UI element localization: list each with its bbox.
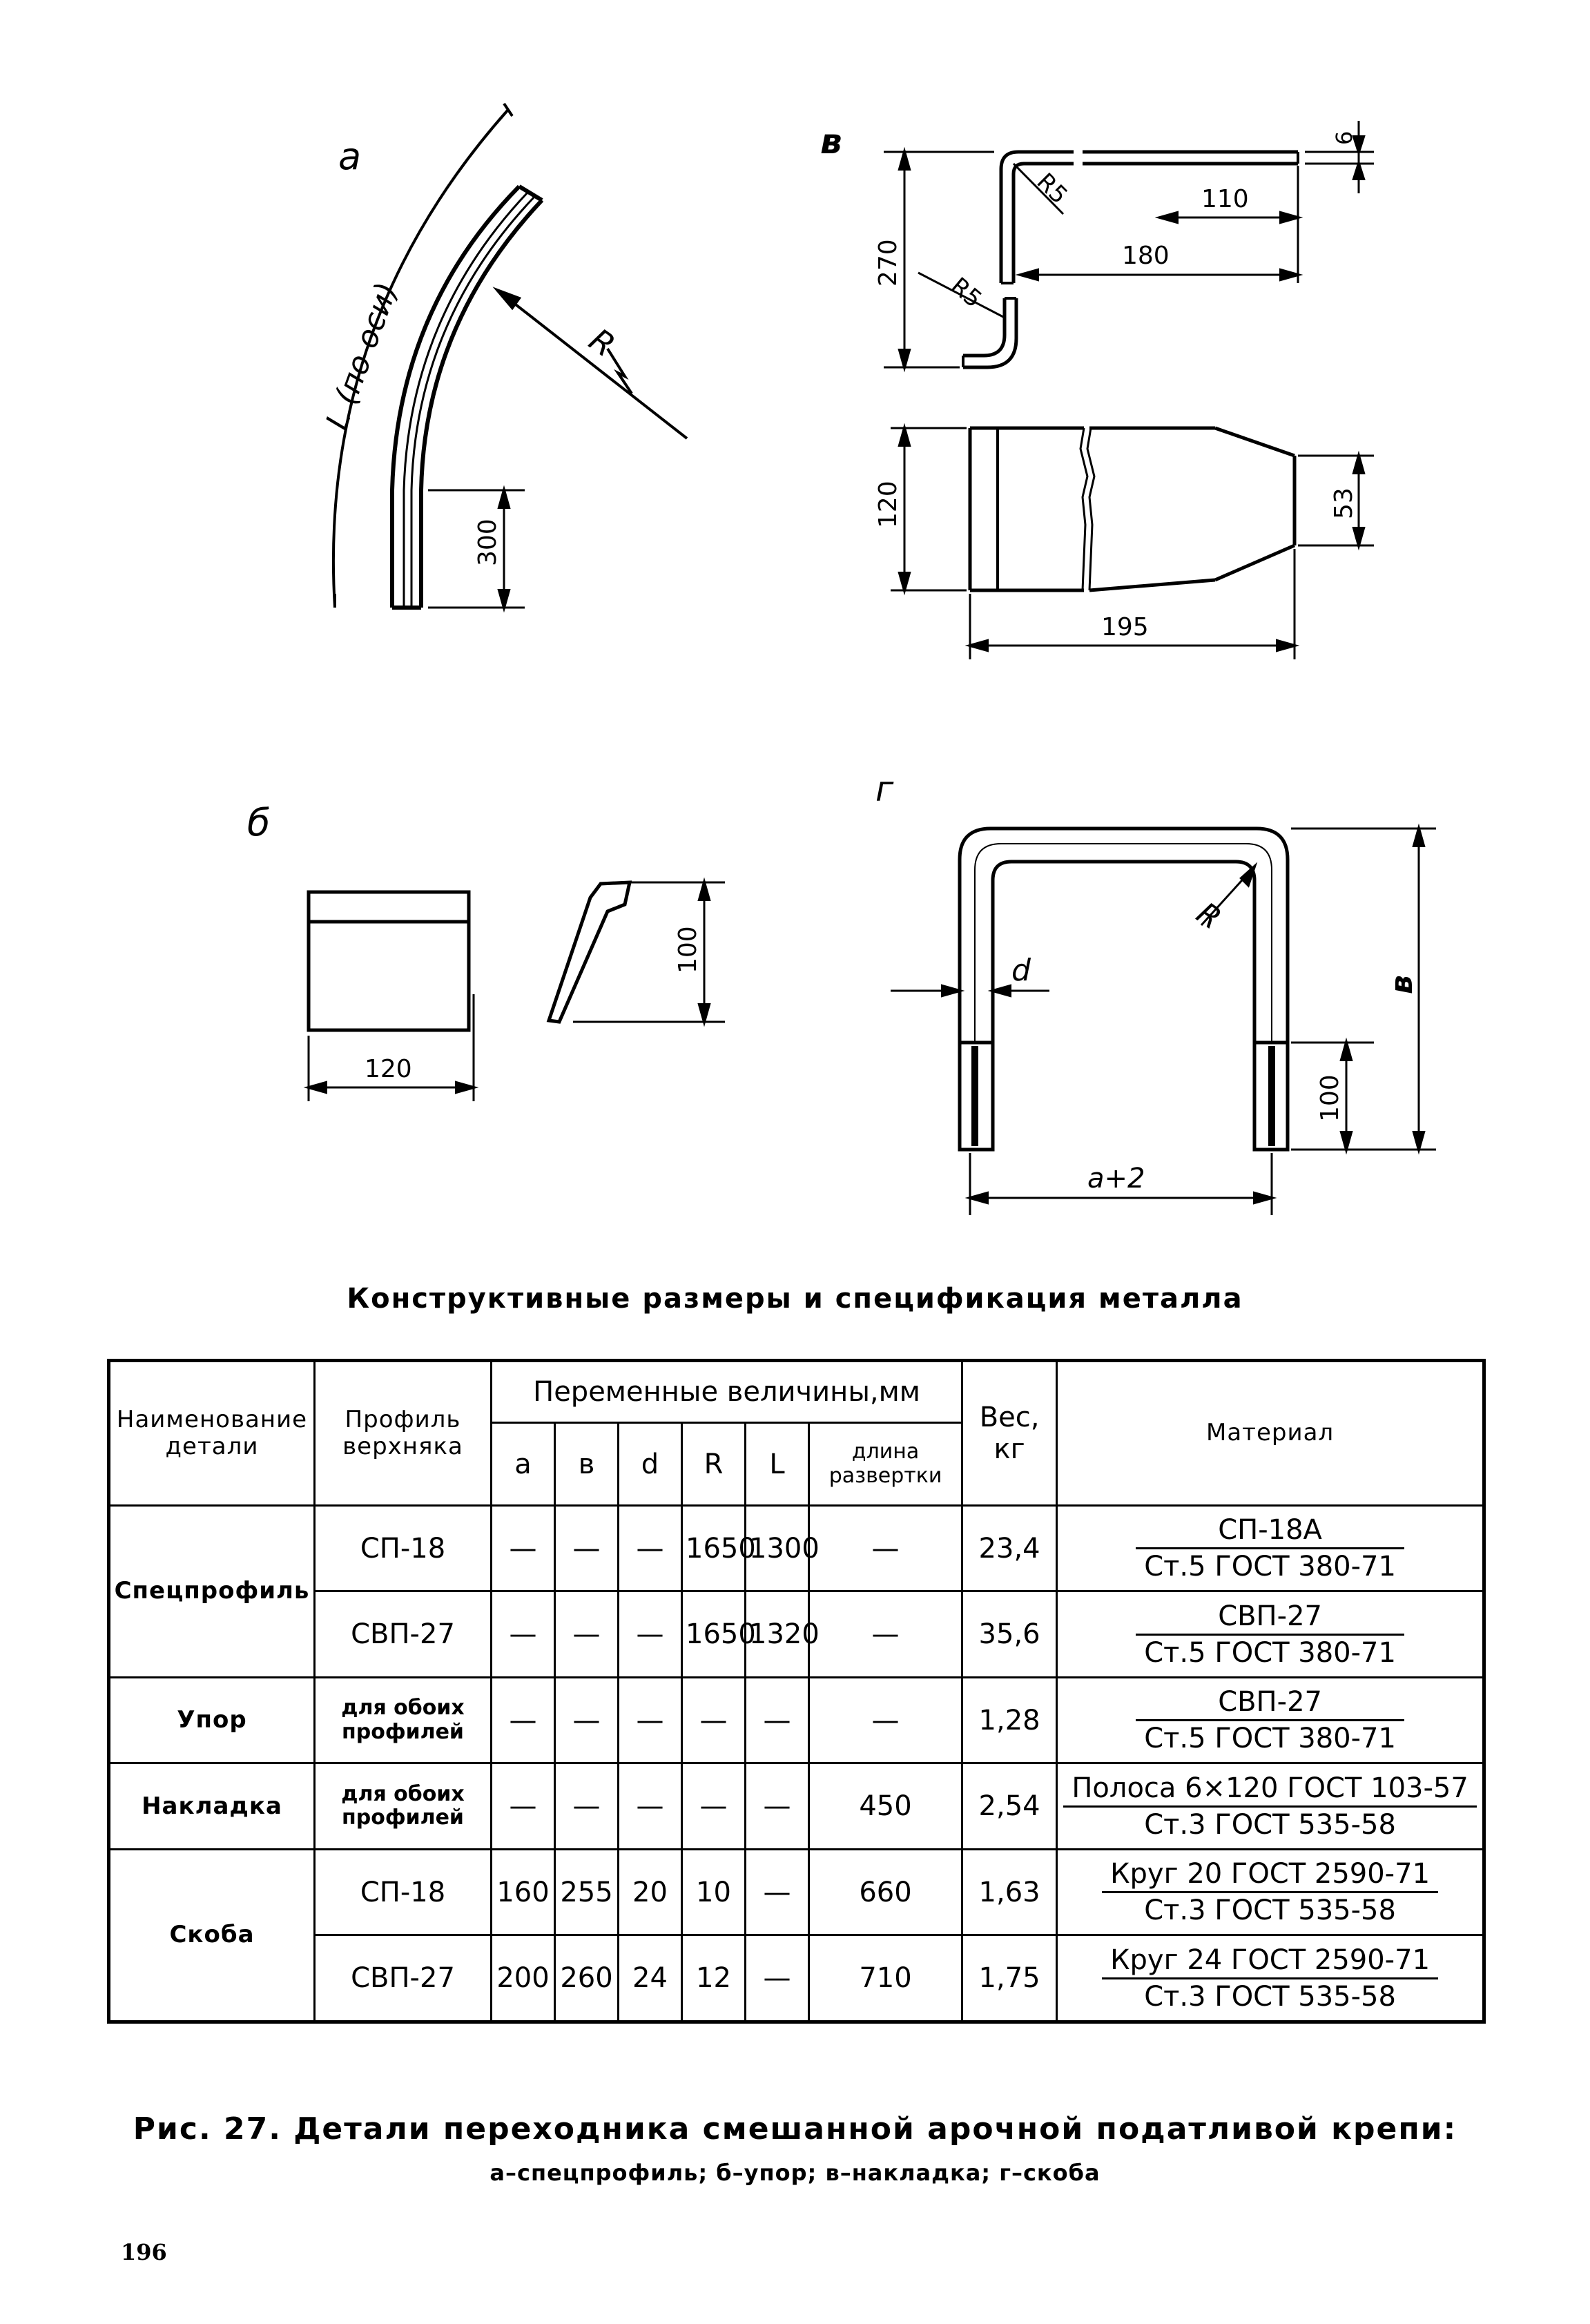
cell-weight: 1,63 xyxy=(962,1849,1057,1935)
label-g: г xyxy=(875,769,894,809)
header-variables: Переменные величины,мм xyxy=(492,1361,962,1423)
part-g-drawing xyxy=(875,769,1436,1215)
header-profile: Профиль верхняка xyxy=(315,1361,492,1506)
cell-b: — xyxy=(555,1763,619,1849)
cell-a: — xyxy=(492,1506,555,1591)
header-d: d xyxy=(619,1423,682,1506)
cell-material xyxy=(1057,1677,1484,1763)
page-number: 196 xyxy=(121,2239,167,2265)
table-row xyxy=(109,1506,1484,1591)
figure-legend: а–спецпрофиль; б–упор; в–накладка; г–скоба xyxy=(489,2160,1101,2186)
cell-development: — xyxy=(809,1506,962,1591)
figure-caption: Рис. 27. Детали переходника смешанной арочной податливой крепи: xyxy=(133,2111,1457,2147)
cell-r: 1650 xyxy=(682,1506,746,1591)
cell-material xyxy=(1057,1506,1484,1591)
cell-d: — xyxy=(619,1591,682,1677)
header-development: длина развертки xyxy=(809,1423,962,1506)
cell-profile: СВП-27 xyxy=(315,1591,492,1677)
part-v-drawing xyxy=(820,121,1374,659)
table-title: Конструктивные размеры и спецификация металла xyxy=(347,1283,1243,1315)
dim-length-axis: L (по оси) xyxy=(319,278,405,434)
cell-development: — xyxy=(809,1677,962,1763)
cell-name: Скоба xyxy=(109,1849,315,2022)
cell-b: 260 xyxy=(555,1935,619,2022)
header-b: в xyxy=(555,1423,619,1506)
cell-a: — xyxy=(492,1677,555,1763)
cell-profile: СП-18 xyxy=(315,1849,492,1935)
material-top: Круг 20 ГОСТ 2590-71 xyxy=(1102,1858,1438,1893)
header-name: Наименование детали xyxy=(109,1361,315,1506)
dim-53: 53 xyxy=(1330,487,1358,519)
dim-d: d xyxy=(1011,953,1031,988)
dim-r5-top: R5 xyxy=(1031,168,1073,210)
dim-span: а+2 xyxy=(1087,1163,1145,1194)
material-bottom: Ст.3 ГОСТ 535-58 xyxy=(1144,1808,1396,1841)
cell-profile: СП-18 xyxy=(315,1506,492,1591)
dim-radius: R xyxy=(582,320,622,365)
cell-l: — xyxy=(746,1677,809,1763)
cell-a: — xyxy=(492,1591,555,1677)
material-bottom: Ст.5 ГОСТ 380-71 xyxy=(1144,1723,1396,1755)
cell-d: — xyxy=(619,1677,682,1763)
cell-weight: 35,6 xyxy=(962,1591,1057,1677)
table-row xyxy=(109,1763,1484,1849)
dim-clamp-100: 100 xyxy=(1316,1074,1344,1122)
cell-r: — xyxy=(682,1677,746,1763)
cell-r: 1650 xyxy=(682,1591,746,1677)
label-b: б xyxy=(247,801,271,844)
cell-material xyxy=(1057,1935,1484,2022)
label-a: а xyxy=(338,135,362,178)
cell-l: — xyxy=(746,1849,809,1935)
table-row xyxy=(109,1591,1484,1677)
material-top: СВП-27 xyxy=(1136,1600,1404,1636)
cell-weight: 1,28 xyxy=(962,1677,1057,1763)
cell-l: 1300 xyxy=(746,1506,809,1591)
material-bottom: Ст.5 ГОСТ 380-71 xyxy=(1144,1636,1396,1669)
cell-development: 710 xyxy=(809,1935,962,2022)
label-v: в xyxy=(820,122,842,162)
cell-b: — xyxy=(555,1591,619,1677)
cell-l: — xyxy=(746,1935,809,2022)
material-top: СП-18А xyxy=(1136,1514,1404,1549)
cell-r: 12 xyxy=(682,1935,746,2022)
header-a: а xyxy=(492,1423,555,1506)
dim-300: 300 xyxy=(474,519,502,566)
dim-270: 270 xyxy=(874,239,902,287)
cell-d: — xyxy=(619,1506,682,1591)
dim-stop-120: 120 xyxy=(365,1055,412,1083)
dim-stop-100: 100 xyxy=(674,926,702,974)
cell-development: — xyxy=(809,1591,962,1677)
table-row xyxy=(109,1849,1484,1935)
cell-name: Упор xyxy=(109,1677,315,1763)
dim-r5-bottom: R5 xyxy=(945,272,987,313)
cell-material xyxy=(1057,1591,1484,1677)
cell-b: — xyxy=(555,1506,619,1591)
cell-b: 255 xyxy=(555,1849,619,1935)
cell-a: 160 xyxy=(492,1849,555,1935)
material-top: Круг 24 ГОСТ 2590-71 xyxy=(1102,1944,1438,1979)
cell-r: 10 xyxy=(682,1849,746,1935)
header-l: L xyxy=(746,1423,809,1506)
cell-material xyxy=(1057,1763,1484,1849)
cell-d: 24 xyxy=(619,1935,682,2022)
cell-b: — xyxy=(555,1677,619,1763)
dim-180: 180 xyxy=(1122,242,1170,270)
dim-clamp-radius: R xyxy=(1190,895,1228,937)
cell-name: Накладка xyxy=(109,1763,315,1849)
cell-r: — xyxy=(682,1763,746,1849)
material-bottom: Ст.5 ГОСТ 380-71 xyxy=(1144,1551,1396,1583)
cell-d: — xyxy=(619,1763,682,1849)
cell-development: 660 xyxy=(809,1849,962,1935)
specification-table xyxy=(107,1359,1486,2024)
dim-plan-120: 120 xyxy=(874,481,902,528)
header-material: Материал xyxy=(1057,1361,1484,1506)
part-a-drawing xyxy=(319,104,687,608)
dim-195: 195 xyxy=(1101,613,1149,641)
cell-a: 200 xyxy=(492,1935,555,2022)
cell-weight: 2,54 xyxy=(962,1763,1057,1849)
part-b-drawing xyxy=(247,801,725,1101)
dim-110: 110 xyxy=(1201,185,1249,213)
cell-l: — xyxy=(746,1763,809,1849)
material-bottom: Ст.3 ГОСТ 535-58 xyxy=(1144,1980,1396,2013)
cell-a: — xyxy=(492,1763,555,1849)
cell-profile: для обоих профилей xyxy=(315,1763,492,1849)
material-bottom: Ст.3 ГОСТ 535-58 xyxy=(1144,1895,1396,1927)
cell-development: 450 xyxy=(809,1763,962,1849)
cell-profile: СВП-27 xyxy=(315,1935,492,2022)
cell-weight: 23,4 xyxy=(962,1506,1057,1591)
table-row xyxy=(109,1677,1484,1763)
cell-profile: для обоих профилей xyxy=(315,1677,492,1763)
header-weight: Вес, кг xyxy=(962,1361,1057,1506)
dim-clamp-height: в xyxy=(1384,975,1419,994)
cell-l: 1320 xyxy=(746,1591,809,1677)
cell-d: 20 xyxy=(619,1849,682,1935)
cell-name: Спецпрофиль xyxy=(109,1506,315,1678)
material-top: Полоса 6×120 ГОСТ 103-57 xyxy=(1063,1772,1476,1808)
cell-weight: 1,75 xyxy=(962,1935,1057,2022)
material-top: СВП-27 xyxy=(1136,1686,1404,1721)
dim-6: 6 xyxy=(1331,130,1357,145)
cell-material xyxy=(1057,1849,1484,1935)
header-r: R xyxy=(682,1423,746,1506)
table-row xyxy=(109,1935,1484,2022)
